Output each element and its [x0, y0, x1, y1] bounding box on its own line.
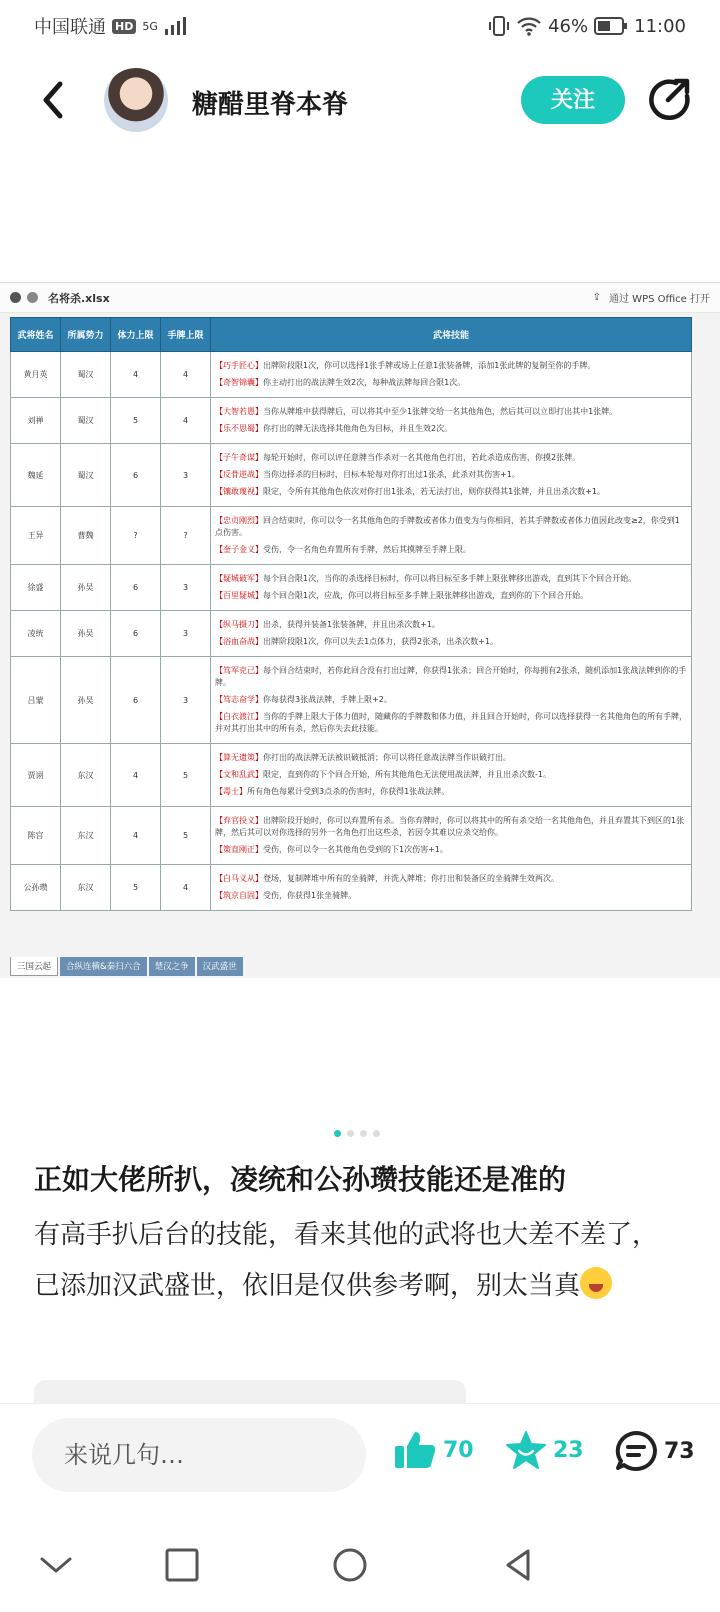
skill-entry	[215, 665, 687, 689]
skill-entry	[215, 619, 687, 631]
skill-description: 每轮开始时，你可以评任意牌当作杀对一名其他角色打出，若此杀造成伤害，你摸2张牌。	[263, 453, 581, 462]
hp-cell: ?	[111, 507, 161, 565]
faction-cell: 蜀汉	[61, 398, 111, 444]
hp-cell: 6	[111, 444, 161, 507]
home-icon[interactable]	[328, 1543, 372, 1587]
hand-limit-cell: ?	[161, 507, 211, 565]
comment-input[interactable]: 来说几句…	[32, 1418, 366, 1492]
faction-cell: 曹魏	[61, 507, 111, 565]
skill-description: 所有角色每累计受到3点杀的伤害时，你获得1张战法牌。	[247, 787, 450, 796]
post-body	[34, 1210, 674, 1312]
comment-count: 73	[664, 1438, 695, 1464]
skill-description: 出牌阶段限1次，你可以选择1张手牌或场上任意1张装备牌，添加1张此牌的复制至你的手牌。	[263, 361, 596, 370]
col-skills: 武将技能	[211, 318, 692, 352]
hp-cell: 6	[111, 657, 161, 744]
skill-description: 你主动打出的战法牌生效2次，每种战法牌每回合限1次。	[263, 378, 466, 387]
pager-dot	[373, 1130, 380, 1137]
skill-description: 你打出的战法牌无法被识破抵消；你可以将任意战法牌当作识破打出。	[263, 753, 511, 762]
skill-name: 【白衣渡江】	[215, 712, 263, 721]
skill-entry	[215, 469, 687, 481]
skill-entry	[215, 590, 687, 602]
faction-cell: 孙吴	[61, 565, 111, 611]
skill-entry	[215, 377, 687, 389]
clock: 11:00	[634, 15, 686, 37]
skill-name: 【大智若愚】	[215, 407, 263, 416]
skill-description: 当你的手牌上限大于体力值时，随藏你的手牌数和体力值，并且回合开始时，你可以选择获得一名其他角色的所有手牌，并对其打出其中的所有杀，然后你失去此技能。	[215, 712, 687, 733]
skill-name: 【反骨逆战】	[215, 470, 263, 479]
skill-entry	[215, 360, 687, 372]
chevron-down-icon[interactable]	[34, 1543, 78, 1587]
file-name: 名将杀.xlsx	[48, 291, 110, 305]
post-header	[0, 58, 720, 144]
skill-description: 每个回合限1次，应战，你可以将目标至多手牌上限张牌移出游戏，直到你的下个回合开始。	[263, 591, 589, 600]
like-count: 70	[443, 1437, 474, 1463]
sheet-tab[interactable]: 三国云起	[10, 957, 58, 976]
favorite-count: 23	[553, 1437, 584, 1463]
col-name: 武将姓名	[11, 318, 61, 352]
skill-entry	[215, 406, 687, 418]
sheet-tabs	[10, 957, 243, 976]
col-hp: 体力上限	[111, 318, 161, 352]
skill-description: 当你边择杀的目标时，目标本轮每对你打出过1张杀，此杀对其伤害+1。	[263, 470, 520, 479]
skill-entry	[215, 636, 687, 648]
pager-dot	[360, 1130, 367, 1137]
wifi-icon	[516, 16, 542, 36]
skills-cell	[211, 398, 692, 444]
skill-entry	[215, 694, 687, 706]
comment-bubble-icon	[614, 1430, 658, 1472]
skills-cell	[211, 444, 692, 507]
table-row	[11, 444, 692, 507]
faction-cell: 蜀汉	[61, 444, 111, 507]
back-triangle-icon[interactable]	[496, 1543, 540, 1587]
skill-entry	[215, 844, 687, 856]
recent-apps-icon[interactable]	[160, 1543, 204, 1587]
post-body-text: 有高手扒后台的技能，看来其他的武将也大差不差了，已添加汉武盛世，依旧是仅供参考啊，别太当真	[34, 1220, 659, 1301]
table-row	[11, 807, 692, 865]
skill-entry	[215, 752, 687, 764]
hp-cell: 4	[111, 352, 161, 398]
skill-entry	[215, 815, 687, 839]
skill-description: 限定，直到你的下个回合开始，所有其他角色无法使用战法牌，并且出杀次数-1。	[263, 770, 551, 779]
skills-cell	[211, 657, 692, 744]
skill-name: 【子午奇谋】	[215, 453, 263, 462]
table-row	[11, 611, 692, 657]
skills-cell	[211, 352, 692, 398]
skill-name: 【镶敢蔑视】	[215, 487, 263, 496]
post-image[interactable]	[0, 282, 720, 978]
share-icon[interactable]	[646, 76, 692, 122]
author-name[interactable]: 糖醋里脊本脊	[192, 90, 349, 120]
vibrate-icon	[488, 15, 510, 37]
skill-description: 受伤，令一名角色弃置所有手牌，然后其摸牌至手牌上限。	[263, 545, 471, 554]
skills-cell	[211, 807, 692, 865]
star-icon	[505, 1430, 547, 1470]
skill-entry	[215, 711, 687, 735]
skill-entry	[215, 890, 687, 902]
hero-name-cell: 凌统	[11, 611, 61, 657]
favorite-button[interactable]	[505, 1430, 584, 1470]
faction-cell: 孙吴	[61, 657, 111, 744]
skill-name: 【百里疑城】	[215, 591, 263, 600]
skill-name: 【忠贞刚烈】	[215, 516, 263, 525]
skill-description: 回合结束时，你可以令一名其他角色的手牌数或者体力值变为与你相同，若其手牌数或者体力值因此改变≥2，你受到1点伤害。	[215, 516, 680, 537]
back-icon[interactable]	[34, 78, 74, 122]
like-button[interactable]	[393, 1430, 474, 1470]
hero-table	[10, 317, 692, 911]
comment-button[interactable]	[614, 1430, 695, 1472]
skill-name: 【奎子金义】	[215, 545, 263, 554]
skill-description: 每个回合结束时，若你此回合没有打出过牌，你获得1张杀；回合开始时，你每拥有2张杀，随机添加1张战法牌到你的手牌。	[215, 666, 687, 687]
skill-entry	[215, 769, 687, 781]
skill-entry	[215, 486, 687, 498]
carrier-label: 中国联通	[34, 17, 106, 38]
skill-description: 出牌阶段限1次，你可以失去1点体力，获得2张杀，出杀次数+1。	[263, 637, 499, 646]
hand-limit-cell: 3	[161, 444, 211, 507]
hero-name-cell: 贾诩	[11, 744, 61, 807]
skill-description: 出杀，获得并装备1张装备牌，并且出杀次数+1。	[263, 620, 440, 629]
skill-entry	[215, 544, 687, 556]
hero-name-cell: 徐盛	[11, 565, 61, 611]
skill-description: 出牌阶段开始时，你可以弃置所有杀。当你弃牌时，你可以将其中的所有杀交给一名其他角色，并且弃置其下到区的1张牌，然后其可以对你选择的另外一名角色打出这些杀，若因令其难以应杀交给你。	[215, 816, 685, 837]
col-faction: 所属势力	[61, 318, 111, 352]
pager-dot	[347, 1130, 354, 1137]
skill-description: 登场，复制牌堆中所有的坐骑牌，并洗入牌堆；你打出和装备区的坐骑牌生效两次。	[263, 874, 559, 883]
skill-name: 【巧手匠心】	[215, 361, 263, 370]
skills-cell	[211, 744, 692, 807]
hero-name-cell: 陈宫	[11, 807, 61, 865]
skill-description: 你每获得3张战法牌，手牌上限+2。	[263, 695, 392, 704]
hand-limit-cell: 4	[161, 398, 211, 444]
skill-entry	[215, 573, 687, 585]
skill-entry	[215, 873, 687, 885]
open-with-wps[interactable]	[593, 290, 710, 305]
table-row	[11, 865, 692, 911]
follow-button[interactable]: 关注	[521, 76, 625, 124]
hand-limit-cell: 3	[161, 611, 211, 657]
skill-name: 【纵马摄刀】	[215, 620, 263, 629]
file-viewer-bar	[0, 283, 720, 313]
faction-cell: 东汉	[61, 865, 111, 911]
skill-description: 你打出的牌无法选择其他角色为目标，并且生效2次。	[263, 424, 453, 433]
table-row	[11, 565, 692, 611]
hand-limit-cell: 3	[161, 565, 211, 611]
image-pager	[334, 1130, 380, 1137]
post-title: 正如大佬所扒，凌统和公孙瓒技能还是准的	[34, 1163, 567, 1196]
skills-cell	[211, 507, 692, 565]
skill-name: 【筑京自固】	[215, 891, 263, 900]
skill-entry	[215, 786, 687, 798]
skill-name: 【浴血奋战】	[215, 637, 263, 646]
signal-icon	[164, 17, 186, 35]
hand-limit-cell: 4	[161, 352, 211, 398]
skill-name: 【笃志奋学】	[215, 695, 263, 704]
hero-name-cell: 魏延	[11, 444, 61, 507]
table-row	[11, 507, 692, 565]
table-row	[11, 398, 692, 444]
network-type: 5G	[142, 19, 158, 33]
hp-cell: 4	[111, 807, 161, 865]
hand-limit-cell: 5	[161, 744, 211, 807]
thumb-up-icon	[393, 1430, 437, 1470]
skill-name: 【白马义从】	[215, 874, 263, 883]
skill-description: 每个回合限1次，当你的杀选择目标时，你可以将目标至多手牌上限张牌移出游戏，直到其下个回合开始。	[263, 574, 637, 583]
sheet-tab[interactable]: 合纵连横&秦扫六合	[60, 957, 147, 976]
skills-cell	[211, 611, 692, 657]
close-icon[interactable]	[10, 292, 21, 303]
skill-description: 受伤，你获得1张坐骑牌。	[263, 891, 357, 900]
table-row	[11, 744, 692, 807]
skill-name: 【乐不思蜀】	[215, 424, 263, 433]
faction-cell: 蜀汉	[61, 352, 111, 398]
skill-name: 【毒士】	[215, 787, 247, 796]
skill-name: 【策直刚正】	[215, 845, 263, 854]
skill-name: 【笃军克己】	[215, 666, 263, 675]
skill-name: 【疑城破军】	[215, 574, 263, 583]
share-small-icon[interactable]: ⇪	[592, 292, 601, 303]
action-bar	[0, 1403, 720, 1523]
sheet-tab[interactable]: 汉武盛世	[197, 957, 243, 976]
hero-name-cell: 王异	[11, 507, 61, 565]
battery-icon	[594, 17, 628, 35]
hero-name-cell: 黄月英	[11, 352, 61, 398]
hp-cell: 5	[111, 398, 161, 444]
crying-emoji-icon	[580, 1267, 612, 1299]
hp-cell: 4	[111, 744, 161, 807]
hd-badge: HD	[112, 19, 136, 34]
pager-dot	[334, 1130, 341, 1137]
skill-name: 【弃官投义】	[215, 816, 263, 825]
hero-name-cell: 公孙瓒	[11, 865, 61, 911]
faction-cell: 东汉	[61, 807, 111, 865]
status-bar	[0, 0, 720, 52]
faction-cell: 孙吴	[61, 611, 111, 657]
battery-percent: 46%	[548, 15, 589, 37]
skills-cell	[211, 565, 692, 611]
skill-name: 【奇智锦囊】	[215, 378, 263, 387]
skill-entry	[215, 515, 687, 539]
skill-name: 【算无遗策】	[215, 753, 263, 762]
hero-name-cell: 吕蒙	[11, 657, 61, 744]
skill-description: 当你从牌堆中获得牌后，可以将其中至少1张牌交给一名其他角色，然后其可以立即打出其中1张牌。	[263, 407, 618, 416]
hp-cell: 6	[111, 565, 161, 611]
hand-limit-cell: 5	[161, 807, 211, 865]
faction-cell: 东汉	[61, 744, 111, 807]
hero-name-cell: 刘禅	[11, 398, 61, 444]
avatar[interactable]	[104, 68, 168, 132]
table-header-row	[11, 318, 692, 352]
table-row	[11, 657, 692, 744]
skill-name: 【文和乱武】	[215, 770, 263, 779]
skill-description: 受伤，你可以令一名其他角色受到的下1次伤害+1。	[263, 845, 448, 854]
skill-description: 限定，令所有其他角色依次对你打出1张杀，若无法打出，则你获得其1张牌，并且出杀次数+1。	[263, 487, 605, 496]
hp-cell: 6	[111, 611, 161, 657]
hand-limit-cell: 4	[161, 865, 211, 911]
hand-limit-cell: 3	[161, 657, 211, 744]
skill-entry	[215, 452, 687, 464]
col-hand: 手牌上限	[161, 318, 211, 352]
sheet-tab[interactable]: 楚汉之争	[149, 957, 195, 976]
skill-entry	[215, 423, 687, 435]
open-with-label: 通过 WPS Office 打开	[609, 294, 710, 305]
table-row	[11, 352, 692, 398]
skills-cell	[211, 865, 692, 911]
system-nav-bar	[0, 1523, 720, 1612]
hp-cell: 5	[111, 865, 161, 911]
info-icon[interactable]	[27, 292, 38, 303]
